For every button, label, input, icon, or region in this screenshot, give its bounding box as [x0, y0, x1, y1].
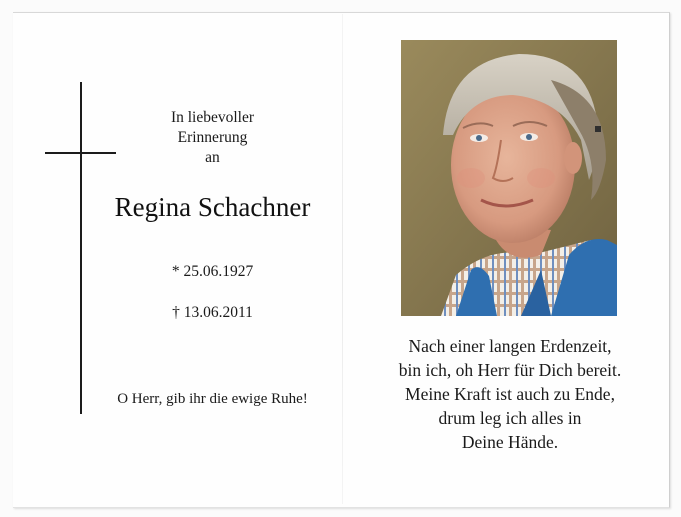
- cross-horizontal-bar: [45, 152, 116, 154]
- deceased-name: Regina Schachner: [114, 192, 311, 222]
- poem-verse: [380, 334, 640, 454]
- cross-vertical-bar: [80, 82, 82, 414]
- verse-line: Nach einer langen Erdenzeit,: [408, 336, 612, 356]
- intro-text: [140, 108, 285, 168]
- intro-line: Erinnerung: [177, 129, 248, 146]
- verse-line: Meine Kraft ist auch zu Ende,: [405, 384, 615, 404]
- verse-line: Deine Hände.: [461, 432, 559, 452]
- birth-date: * 25.06.1927: [171, 263, 254, 280]
- portrait-photo: [401, 40, 617, 316]
- death-date: † 13.06.2011: [172, 304, 253, 321]
- prayer-line: O Herr, gib ihr die ewige Ruhe!: [117, 391, 308, 407]
- card-fold: [342, 14, 343, 504]
- verse-line: bin ich, oh Herr für Dich bereit.: [398, 360, 622, 380]
- intro-line: an: [205, 149, 220, 166]
- verse-line: drum leg ich alles in: [438, 408, 582, 428]
- intro-line: In liebevoller: [170, 109, 255, 126]
